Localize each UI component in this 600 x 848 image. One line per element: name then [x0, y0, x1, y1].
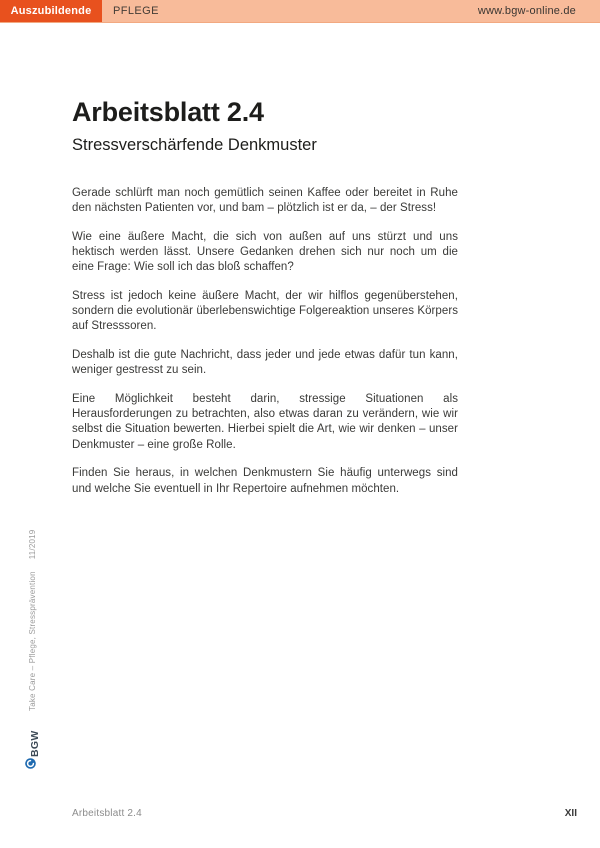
- footer-worksheet-label: Arbeitsblatt 2.4: [72, 808, 142, 819]
- content-area: [72, 97, 458, 497]
- paragraph: Wie eine äußere Macht, die sich von außen auf uns stürzt und uns hektisch werden lässt. Unsere Gedanken drehen sich nur noch um die eine Frage: Wie soll ich das bloß schaffen?: [72, 230, 458, 274]
- paragraph: Eine Möglichkeit besteht darin, stressige Situationen als Herausforderungen zu betrachten, also etwas daran zu verändern, wie wir selbst die Situation bewerten. Hierbei spielt die Art, wie wir denken – unser Denkmuster – eine große Rolle.: [72, 393, 458, 451]
- brand-wordmark: BGW: [29, 730, 41, 757]
- page-title: Arbeitsblatt 2.4: [72, 97, 264, 127]
- series-imprint: [28, 530, 37, 711]
- audience-badge: Auszubildende: [0, 0, 102, 22]
- section-label: PFLEGE: [113, 5, 159, 17]
- header-bar: [0, 0, 600, 23]
- paragraph: Gerade schlürft man noch gemütlich seinen Kaffee oder bereitet in Ruhe den nächsten Patienten vor, und bam – plötzlich ist er da, – der Stress!: [72, 187, 458, 215]
- body-paragraphs: [72, 186, 458, 497]
- website-url: www.bgw-online.de: [477, 5, 576, 17]
- paragraph: Finden Sie heraus, in welchen Denkmustern Sie häufig unterwegs sind und welche Sie eventuell in Ihr Repertoire aufnehmen möchten.: [72, 467, 458, 495]
- series-title: Take Care – Pflege, Stressprävention: [28, 571, 37, 711]
- page-subtitle: Stressverschärfende Denkmuster: [72, 136, 317, 154]
- page-number: XII: [564, 808, 577, 819]
- paragraph: Stress ist jedoch keine äußere Macht, der wir hilflos gegenüberstehen, sondern die evolutionär überlebenswichtige Folgereaktion unseres Körpers auf Stresssoren.: [72, 290, 458, 333]
- paragraph: Deshalb ist die gute Nachricht, dass jeder und jede etwas dafür tun kann, weniger gestresst zu sein.: [72, 349, 458, 377]
- bgw-swirl-icon: [25, 756, 36, 767]
- edition-label: 11/2019: [28, 529, 37, 560]
